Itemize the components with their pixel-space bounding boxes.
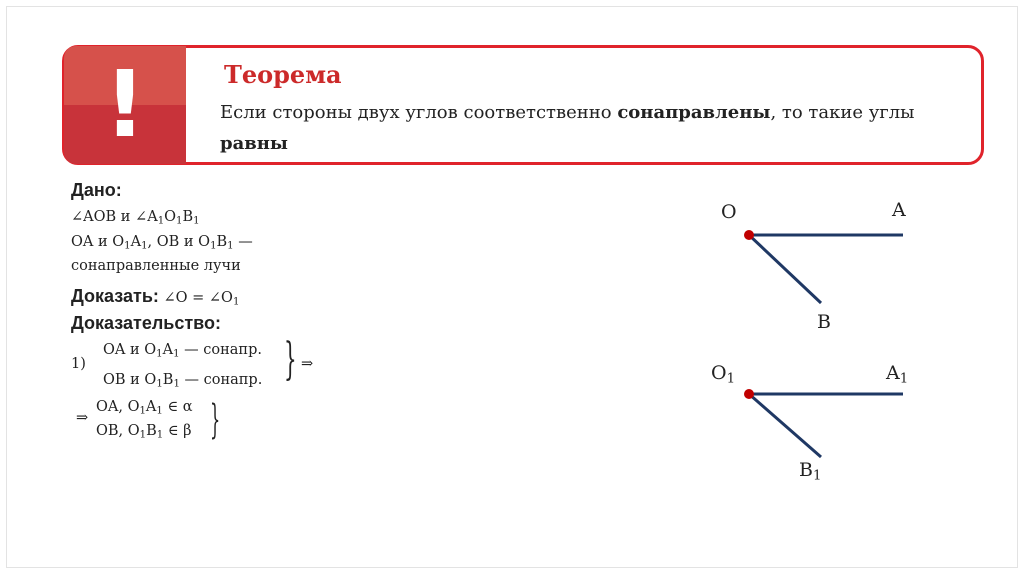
label-B: B — [817, 311, 831, 333]
theorem-statement: Если стороны двух углов соответственно сонаправлены, то такие углы равны — [220, 102, 915, 154]
prove-line: Доказать: ∠O = $\angle O_1$ — [71, 286, 240, 308]
label-A1: $A_1$ — [886, 362, 909, 387]
proof-plane-row-1: OA, $O_1A_1$ ∈ α — [96, 399, 193, 417]
theorem-title: Теорема — [224, 60, 342, 89]
ray-OB — [749, 235, 821, 303]
vertex-O — [744, 230, 754, 240]
right-brace-icon: } — [210, 397, 221, 443]
label-A: A — [892, 199, 906, 221]
label-B1: $B_1$ — [799, 459, 822, 484]
vertex-O1 — [744, 389, 754, 399]
given-rays: OA и $O_1A_1$, OB и $O_1B_1$ — — [71, 234, 253, 252]
proof-row-2: OB и $O_1B_1$ — сонапр. — [103, 372, 263, 390]
given-heading: Дано: — [71, 180, 122, 200]
given-angles: ∠AOB и $\angle A_1O_1B_1$ — [71, 209, 200, 227]
proof-step-number: 1) — [71, 356, 86, 372]
angle-bottom — [744, 389, 903, 457]
implies-symbol: ⇒ — [301, 356, 314, 372]
given-rays-desc: сонаправленные лучи — [71, 258, 241, 274]
proof-row-1: OA и $O_1A_1$ — сонапр. — [103, 342, 262, 360]
proof-heading: Доказательство: — [71, 313, 221, 333]
proof-plane-row-2: OB, $O_1B_1$ ∈ β — [96, 423, 192, 441]
implies-symbol: ⇒ — [76, 410, 89, 426]
right-brace-icon: } — [284, 334, 297, 385]
label-O1: $O_1$ — [711, 362, 736, 387]
ray-O1B1 — [749, 394, 821, 457]
exclamation-icon: ! — [104, 51, 146, 158]
angle-top — [744, 230, 903, 303]
label-O: O — [721, 201, 737, 223]
